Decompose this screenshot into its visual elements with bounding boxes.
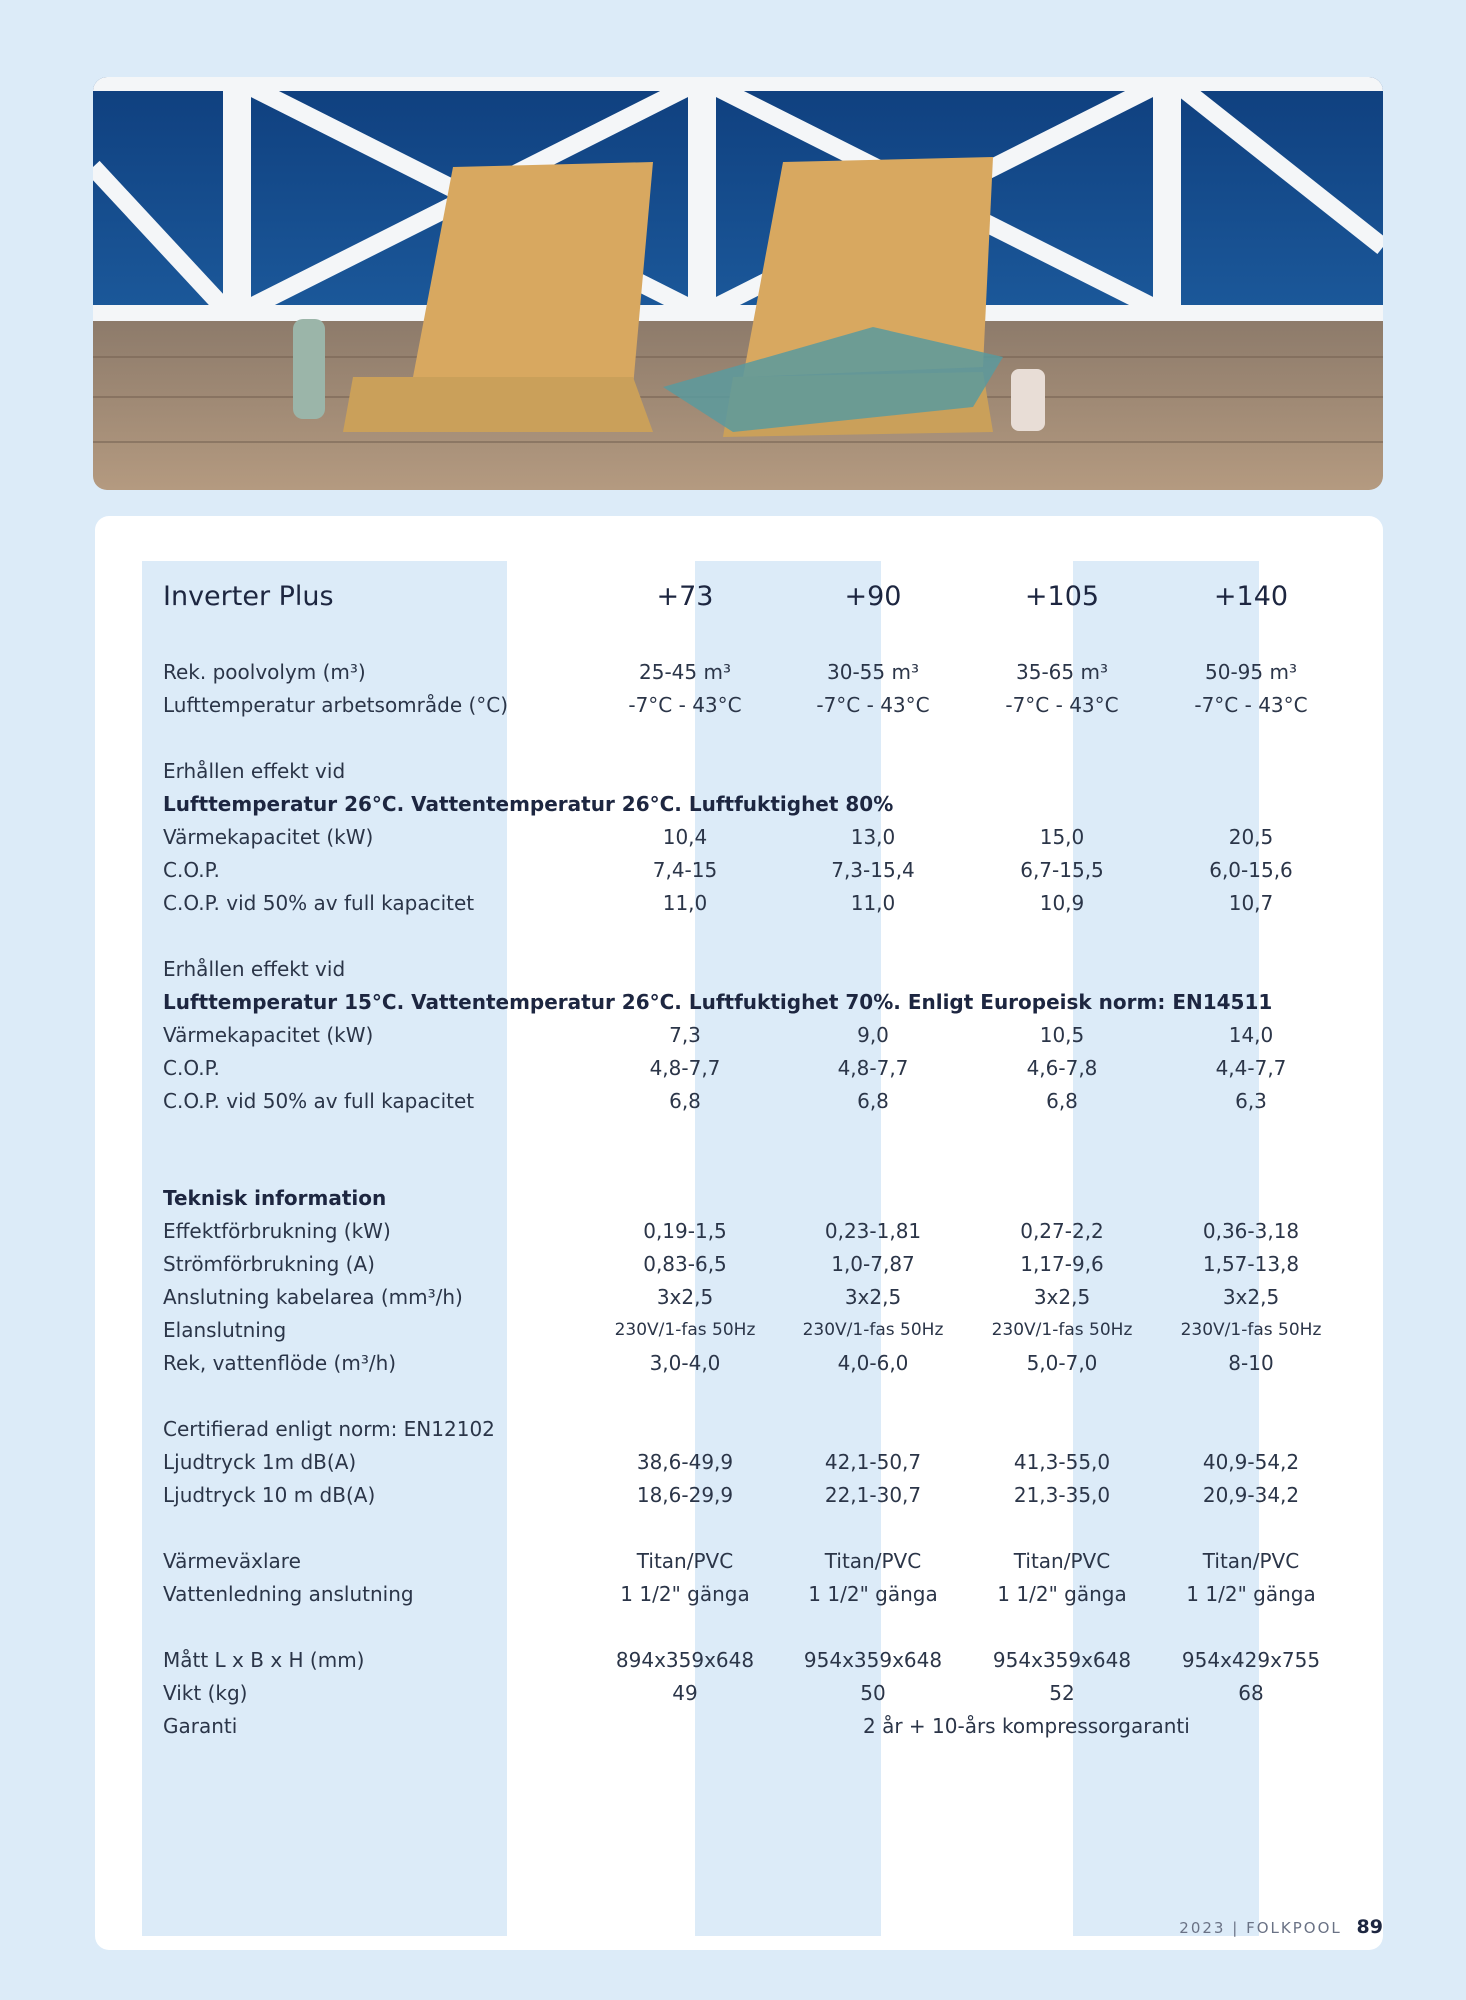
header-row bbox=[163, 571, 1363, 623]
cell: 41,3-55,0 bbox=[1013, 1450, 1111, 1474]
row-label: Elanslutning bbox=[163, 1318, 287, 1342]
page-number: 89 bbox=[1356, 1916, 1383, 1938]
spec-table bbox=[163, 571, 1363, 1743]
row-label: Värmeväxlare bbox=[163, 1549, 301, 1573]
cell: 1 1/2" gänga bbox=[1186, 1582, 1316, 1606]
cell: 5,0-7,0 bbox=[1026, 1351, 1098, 1375]
section-heading bbox=[163, 986, 1363, 1019]
row-label: Värmekapacitet (kW) bbox=[163, 1023, 374, 1047]
cell: 20,5 bbox=[1228, 825, 1274, 849]
table-row bbox=[163, 1052, 1363, 1085]
cell: 6,7-15,5 bbox=[1020, 858, 1104, 882]
cell: 0,27-2,2 bbox=[1020, 1219, 1104, 1243]
cell: 3x2,5 bbox=[844, 1285, 902, 1309]
cell: 0,19-1,5 bbox=[643, 1219, 727, 1243]
warranty-value: 2 år + 10-års kompressorgaranti bbox=[863, 1714, 1190, 1738]
cell: 1,57-13,8 bbox=[1202, 1252, 1300, 1276]
table-row bbox=[163, 1019, 1363, 1052]
table-title: Inverter Plus bbox=[163, 581, 334, 612]
cell: 11,0 bbox=[662, 891, 708, 915]
section-heading bbox=[163, 1182, 1363, 1215]
cell: 1 1/2" gänga bbox=[997, 1582, 1127, 1606]
cell: 22,1-30,7 bbox=[824, 1483, 922, 1507]
cell: 14,0 bbox=[1228, 1023, 1274, 1047]
cell: 35-65 m³ bbox=[1016, 660, 1108, 684]
spec-card bbox=[95, 516, 1383, 1950]
cell: 10,4 bbox=[662, 825, 708, 849]
table-row bbox=[163, 1215, 1363, 1248]
deck-chairs-illustration bbox=[93, 77, 1383, 490]
cell: 1,17-9,6 bbox=[1020, 1252, 1104, 1276]
cell: 954x359x648 bbox=[992, 1648, 1132, 1672]
cell: 7,3 bbox=[669, 1023, 701, 1047]
cell: 52 bbox=[1049, 1681, 1075, 1705]
cell: 38,6-49,9 bbox=[636, 1450, 734, 1474]
cell: 50 bbox=[860, 1681, 886, 1705]
cell: 6,8 bbox=[857, 1089, 889, 1113]
table-row bbox=[163, 1347, 1363, 1380]
model-105: +105 bbox=[1024, 581, 1100, 612]
table-row bbox=[163, 1545, 1363, 1578]
cell: -7°C - 43°C bbox=[1194, 693, 1308, 717]
intro-text: Erhållen effekt vid bbox=[163, 957, 346, 981]
row-label: Värmekapacitet (kW) bbox=[163, 825, 374, 849]
cell: 230V/1-fas 50Hz bbox=[1180, 1320, 1322, 1340]
row-label: Vikt (kg) bbox=[163, 1681, 248, 1705]
cell: -7°C - 43°C bbox=[1005, 693, 1119, 717]
cell: 68 bbox=[1238, 1681, 1264, 1705]
row-label: Anslutning kabelarea (mm³/h) bbox=[163, 1285, 463, 1309]
row-label: C.O.P. vid 50% av full kapacitet bbox=[163, 891, 475, 915]
row-label: C.O.P. bbox=[163, 858, 220, 882]
table-row bbox=[163, 1248, 1363, 1281]
row-label: Ljudtryck 10 m dB(A) bbox=[163, 1483, 376, 1507]
cell: 4,0-6,0 bbox=[837, 1351, 909, 1375]
cell: 18,6-29,9 bbox=[636, 1483, 734, 1507]
section-intro bbox=[163, 1413, 1363, 1446]
cell: 9,0 bbox=[857, 1023, 889, 1047]
footer-year: 2023 bbox=[1179, 1919, 1226, 1937]
row-label: Rek. poolvolym (m³) bbox=[163, 660, 366, 684]
cell: 0,83-6,5 bbox=[643, 1252, 727, 1276]
cell: 49 bbox=[672, 1681, 698, 1705]
row-label: Mått L x B x H (mm) bbox=[163, 1648, 365, 1672]
cell: 10,9 bbox=[1039, 891, 1085, 915]
cell: 4,8-7,7 bbox=[837, 1056, 909, 1080]
cell: Titan/PVC bbox=[824, 1549, 922, 1573]
cell: 0,36-3,18 bbox=[1202, 1219, 1300, 1243]
row-label: Lufttemperatur arbetsområde (°C) bbox=[163, 693, 509, 717]
row-label: Rek, vattenflöde (m³/h) bbox=[163, 1351, 397, 1375]
model-73: +73 bbox=[656, 581, 714, 612]
table-row bbox=[163, 1281, 1363, 1314]
table-row bbox=[163, 1677, 1363, 1710]
cell: 40,9-54,2 bbox=[1202, 1450, 1300, 1474]
cell: 13,0 bbox=[850, 825, 896, 849]
cell: 6,8 bbox=[669, 1089, 701, 1113]
table-row bbox=[163, 1314, 1363, 1347]
cell: 30-55 m³ bbox=[827, 660, 919, 684]
table-row bbox=[163, 1446, 1363, 1479]
cell: 8-10 bbox=[1228, 1351, 1274, 1375]
table-row bbox=[163, 689, 1363, 722]
table-row bbox=[163, 1578, 1363, 1611]
cell: 6,0-15,6 bbox=[1209, 858, 1293, 882]
warranty-row bbox=[163, 1710, 1363, 1743]
cell: 230V/1-fas 50Hz bbox=[802, 1320, 944, 1340]
model-90: +90 bbox=[844, 581, 902, 612]
row-label: Effektförbrukning (kW) bbox=[163, 1219, 391, 1243]
cell: 954x359x648 bbox=[803, 1648, 943, 1672]
cell: -7°C - 43°C bbox=[816, 693, 930, 717]
page-footer bbox=[1083, 1916, 1383, 1938]
cell: 3,0-4,0 bbox=[649, 1351, 721, 1375]
cell: 230V/1-fas 50Hz bbox=[614, 1320, 756, 1340]
cell: 7,4-15 bbox=[652, 858, 718, 882]
row-label: C.O.P. bbox=[163, 1056, 220, 1080]
cell: 3x2,5 bbox=[1033, 1285, 1091, 1309]
cell: 1,0-7,87 bbox=[831, 1252, 915, 1276]
table-row bbox=[163, 1479, 1363, 1512]
cell: 4,4-7,7 bbox=[1215, 1056, 1287, 1080]
cell: 11,0 bbox=[850, 891, 896, 915]
model-140: +140 bbox=[1213, 581, 1289, 612]
section-intro bbox=[163, 755, 1363, 788]
cell: 0,23-1,81 bbox=[824, 1219, 922, 1243]
table-row bbox=[163, 1085, 1363, 1118]
cell: 15,0 bbox=[1039, 825, 1085, 849]
cell: 10,7 bbox=[1228, 891, 1274, 915]
cell: 6,3 bbox=[1235, 1089, 1267, 1113]
cell: 20,9-34,2 bbox=[1202, 1483, 1300, 1507]
condition-heading: Lufttemperatur 26°C. Vattentemperatur 26°C. Luftfuktighet 80% bbox=[163, 792, 894, 816]
table-row bbox=[163, 854, 1363, 887]
hero-photo bbox=[93, 77, 1383, 490]
cell: 954x429x755 bbox=[1181, 1648, 1321, 1672]
cell: 230V/1-fas 50Hz bbox=[991, 1320, 1133, 1340]
section-heading bbox=[163, 788, 1363, 821]
section-intro bbox=[163, 953, 1363, 986]
tech-heading: Teknisk information bbox=[163, 1186, 387, 1210]
cell: 894x359x648 bbox=[615, 1648, 755, 1672]
cell: 1 1/2" gänga bbox=[620, 1582, 750, 1606]
table-row bbox=[163, 656, 1363, 689]
row-label: Vattenledning anslutning bbox=[163, 1582, 414, 1606]
footer-separator: | bbox=[1232, 1919, 1240, 1937]
condition-heading: Lufttemperatur 15°C. Vattentemperatur 26°C. Luftfuktighet 70%. Enligt Europeisk norm: EN14511 bbox=[163, 990, 1273, 1014]
cell: 25-45 m³ bbox=[639, 660, 731, 684]
cell: 7,3-15,4 bbox=[831, 858, 915, 882]
table-row bbox=[163, 821, 1363, 854]
cell: -7°C - 43°C bbox=[628, 693, 742, 717]
cell: 4,8-7,7 bbox=[649, 1056, 721, 1080]
cell: 42,1-50,7 bbox=[824, 1450, 922, 1474]
table-row bbox=[163, 887, 1363, 920]
cell: 6,8 bbox=[1046, 1089, 1078, 1113]
cell: Titan/PVC bbox=[1013, 1549, 1111, 1573]
row-label: C.O.P. vid 50% av full kapacitet bbox=[163, 1089, 475, 1113]
cell: 10,5 bbox=[1039, 1023, 1085, 1047]
cell: 1 1/2" gänga bbox=[808, 1582, 938, 1606]
intro-text: Erhållen effekt vid bbox=[163, 759, 346, 783]
cell: 50-95 m³ bbox=[1205, 660, 1297, 684]
cell: 3x2,5 bbox=[656, 1285, 714, 1309]
cell: 4,6-7,8 bbox=[1026, 1056, 1098, 1080]
footer-brand: FOLKPOOL bbox=[1246, 1919, 1342, 1937]
cell: 21,3-35,0 bbox=[1013, 1483, 1111, 1507]
row-label: Garanti bbox=[163, 1714, 238, 1738]
table-row bbox=[163, 1644, 1363, 1677]
cell: 3x2,5 bbox=[1222, 1285, 1280, 1309]
cell: Titan/PVC bbox=[636, 1549, 734, 1573]
row-label: Strömförbrukning (A) bbox=[163, 1252, 375, 1276]
cell: Titan/PVC bbox=[1202, 1549, 1300, 1573]
row-label: Ljudtryck 1m dB(A) bbox=[163, 1450, 357, 1474]
cert-text: Certifierad enligt norm: EN12102 bbox=[163, 1417, 495, 1441]
